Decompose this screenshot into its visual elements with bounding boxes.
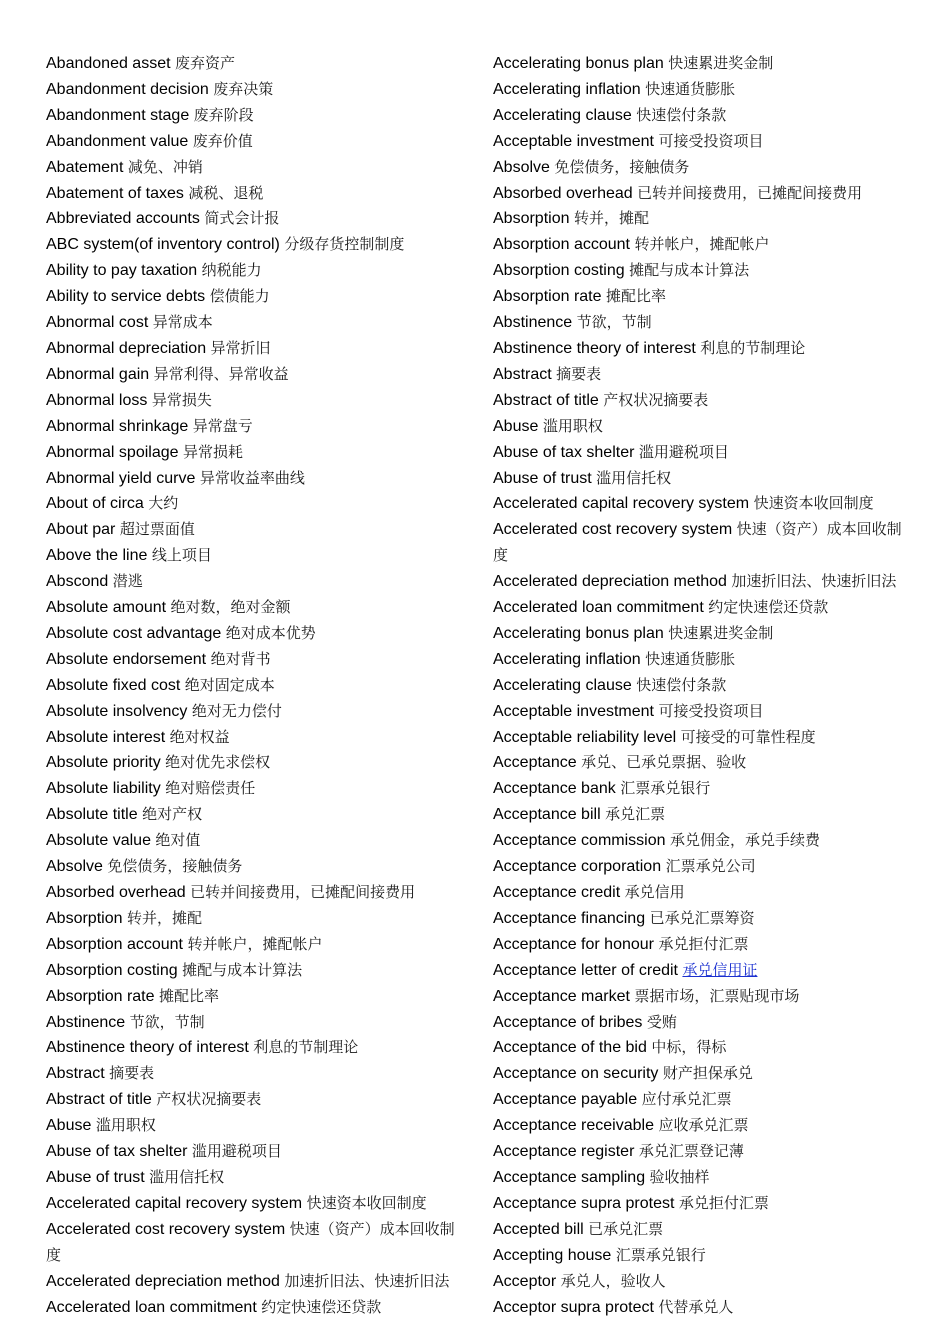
entry-term: Acceptance for honour (493, 935, 654, 953)
glossary-entry (46, 440, 458, 466)
glossary-entry (493, 388, 905, 414)
entry-term: Absolute endorsement (46, 650, 207, 668)
glossary-entry (493, 906, 905, 932)
entry-translation: 代替承兑人 (658, 1297, 734, 1316)
entry-term: Abstinence theory of interest (493, 339, 696, 357)
entry-term: Abnormal loss (46, 391, 148, 409)
entry-term: Above the line (46, 547, 148, 565)
glossary-entry (46, 103, 458, 129)
glossary-entry (46, 621, 458, 647)
entry-term: Absolute insolvency (46, 702, 188, 720)
entry-translation: 利息的节制理论 (253, 1038, 359, 1057)
glossary-entry (46, 595, 458, 621)
glossary-entry (46, 51, 458, 77)
entry-term: Acceptance sampling (493, 1168, 646, 1186)
entry-translation: 免偿债务，接触债务 (554, 157, 690, 176)
glossary-entry (46, 1087, 458, 1113)
glossary-entry (493, 414, 905, 440)
entry-term: Absorption account (46, 935, 183, 953)
entry-translation: 超过票面值 (119, 520, 195, 539)
entry-term: Accelerating clause (493, 676, 632, 694)
entry-translation: 减免、冲销 (127, 157, 203, 176)
entry-translation: 绝对成本优势 (225, 623, 316, 642)
entry-translation: 分级存货控制制度 (284, 235, 405, 254)
entry-translation: 应付承兑汇票 (641, 1090, 732, 1109)
glossary-entry (493, 129, 905, 155)
glossary-entry (493, 673, 905, 699)
glossary-entry (46, 802, 458, 828)
glossary-entry (493, 725, 905, 751)
entry-term: Abstinence theory of interest (46, 1039, 249, 1057)
entry-term: Acceptance (493, 754, 577, 772)
entry-term: Accelerating bonus plan (493, 624, 664, 642)
entry-translation: 快速通货膨胀 (645, 79, 736, 98)
glossary-entry (493, 958, 905, 984)
entry-translation: 摊配与成本计算法 (629, 261, 750, 280)
glossary-entry (493, 155, 905, 181)
entry-translation: 摊配比率 (605, 287, 666, 306)
entry-translation: 绝对值 (155, 831, 201, 850)
glossary-entry (46, 310, 458, 336)
entry-translation: 加速折旧法、快速折旧法 (284, 1271, 450, 1290)
right-column (493, 51, 905, 1320)
entry-term: Abnormal gain (46, 365, 150, 383)
glossary-entry (46, 932, 458, 958)
entry-translation: 汇票承兑公司 (665, 857, 756, 876)
entry-term: Abandonment decision (46, 80, 209, 98)
glossary-entry (46, 1113, 458, 1139)
entry-translation: 节欲，节制 (576, 313, 652, 332)
entry-term: Absolute cost advantage (46, 624, 222, 642)
glossary-entry (46, 232, 458, 258)
entry-term: Absorption (46, 909, 123, 927)
glossary-entry (493, 517, 905, 569)
entry-term: Acceptance letter of credit (493, 961, 678, 979)
entry-term: Abnormal depreciation (46, 339, 207, 357)
entry-term: Abstinence (46, 1013, 126, 1031)
entry-term: Accelerated loan commitment (46, 1298, 257, 1316)
entry-term: Acceptance credit (493, 884, 621, 901)
entry-term: Accelerated capital recovery system (493, 495, 750, 513)
entry-term: Abstract (493, 365, 552, 383)
glossary-entry (46, 880, 458, 906)
glossary-entry (46, 569, 458, 595)
entry-translation: 验收抽样 (649, 1167, 710, 1186)
glossary-entry (46, 258, 458, 284)
glossary-entry (493, 491, 905, 517)
glossary-entry (46, 854, 458, 880)
entry-term: Absorption (493, 210, 570, 228)
entry-term: About par (46, 521, 116, 539)
entry-translation: 异常盘亏 (192, 416, 253, 435)
glossary-entry (46, 517, 458, 543)
entry-term: Acceptable investment (493, 132, 654, 150)
entry-term: Abuse of tax shelter (46, 1143, 188, 1161)
entry-term: Absolute value (46, 832, 151, 850)
entry-term: Abandoned asset (46, 55, 171, 72)
entry-term: Acceptance commission (493, 832, 666, 850)
entry-term: Abnormal spoilage (46, 443, 179, 461)
glossary-entry (46, 673, 458, 699)
entry-term: Abnormal shrinkage (46, 417, 189, 435)
entry-term: Acceptance of bribes (493, 1013, 643, 1031)
glossary-entry (493, 103, 905, 129)
entry-translation: 转并帐户，摊配帐户 (634, 235, 770, 254)
entry-translation: 承兑汇票登记薄 (638, 1142, 744, 1161)
entry-term: Absorption costing (46, 961, 178, 979)
glossary-entry (46, 776, 458, 802)
glossary-entry (493, 51, 905, 77)
entry-translation: 节欲，节制 (129, 1012, 205, 1031)
entry-translation: 承兑人，验收人 (560, 1271, 666, 1290)
entry-translation: 滥用避税项目 (191, 1142, 282, 1161)
entry-term: About of circa (46, 495, 144, 513)
glossary-entry (493, 1217, 905, 1243)
glossary-entry (46, 77, 458, 103)
entry-term: Abuse (493, 417, 539, 435)
entry-translation: 快速（资产）成本回收制度 (46, 1219, 455, 1264)
entry-translation: 异常损失 (151, 390, 212, 409)
entry-translation: 异常折旧 (210, 338, 271, 357)
entry-translation: 绝对固定成本 (184, 675, 275, 694)
entry-term: Acceptance market (493, 987, 630, 1005)
glossary-entry (46, 155, 458, 181)
entry-term: Acceptance register (493, 1143, 635, 1161)
entry-term: Absolve (46, 858, 103, 876)
entry-translation: 利息的节制理论 (700, 338, 806, 357)
entry-translation: 异常损耗 (182, 442, 243, 461)
entry-term: Accepting house (493, 1246, 612, 1264)
glossary-entry (493, 828, 905, 854)
entry-translation: 偿债能力 (209, 287, 270, 306)
entry-term: Accelerated loan commitment (493, 599, 704, 617)
entry-translation: 加速折旧法、快速折旧法 (731, 572, 897, 591)
entry-term: Abscond (46, 573, 109, 591)
entry-translation: 已转并间接费用，已摊配间接费用 (190, 883, 416, 901)
entry-translation: 滥用避税项目 (638, 442, 729, 461)
entry-translation: 转并，摊配 (573, 209, 649, 228)
glossary-entry (46, 414, 458, 440)
entry-term: Accelerated cost recovery system (46, 1220, 286, 1238)
entry-term: Ability to pay taxation (46, 262, 198, 280)
entry-term: Acceptance bill (493, 806, 601, 824)
glossary-entry (493, 1010, 905, 1036)
glossary-entry (493, 750, 905, 776)
entry-term: Absolute priority (46, 754, 161, 772)
entry-translation: 票据市场，汇票贴现市场 (634, 986, 800, 1005)
glossary-entry (46, 725, 458, 751)
glossary-entry (46, 388, 458, 414)
entry-term: Abstract of title (493, 391, 599, 409)
entry-term: Abandonment stage (46, 106, 190, 124)
entry-translation: 承兑、已承兑票据、验收 (581, 753, 747, 772)
glossary-entry (46, 1010, 458, 1036)
glossary-entry (46, 284, 458, 310)
glossary-entry (46, 647, 458, 673)
entry-translation: 约定快速偿还贷款 (708, 598, 829, 617)
entry-term: Accepted bill (493, 1220, 584, 1238)
glossary-entry (46, 1191, 458, 1217)
entry-translation: 滥用职权 (542, 416, 603, 435)
glossary-entry (46, 1295, 458, 1321)
glossary-entry (46, 906, 458, 932)
entry-term: Absolute amount (46, 599, 167, 617)
entry-term: Absolve (493, 158, 550, 176)
entry-term: Abstract (46, 1065, 105, 1083)
glossary-entry (46, 466, 458, 492)
entry-term: Abstinence (493, 314, 573, 332)
entry-translation: 快速资本收回制度 (753, 494, 874, 513)
glossary-entry (493, 466, 905, 492)
entry-translation: 废弃资产 (175, 54, 236, 72)
entry-translation: 滥用信托权 (149, 1167, 225, 1186)
entry-term: Accelerated depreciation method (46, 1272, 280, 1290)
entry-term: Acceptance of the bid (493, 1039, 647, 1057)
glossary-entry (46, 181, 458, 207)
glossary-entry (46, 699, 458, 725)
entry-term: Absolute interest (46, 728, 166, 746)
glossary-entry (46, 1139, 458, 1165)
glossary-entry (46, 828, 458, 854)
glossary-entry (493, 1139, 905, 1165)
glossary-entry (46, 336, 458, 362)
entry-translation: 大约 (148, 494, 179, 513)
entry-translation: 废弃决策 (213, 79, 274, 98)
entry-translation: 异常收益率曲线 (199, 468, 305, 487)
entry-term: Absolute fixed cost (46, 676, 181, 694)
glossary-entry (493, 595, 905, 621)
entry-term: Absorption rate (46, 987, 155, 1005)
glossary-entry (46, 750, 458, 776)
entry-term: Absolute title (46, 806, 138, 824)
glossary-entry (493, 802, 905, 828)
entry-term: Abuse of trust (493, 469, 592, 487)
entry-term: Ability to service debts (46, 288, 206, 306)
entry-term: Abandonment value (46, 132, 189, 150)
glossary-entry (46, 1217, 458, 1269)
glossary-entry (493, 1087, 905, 1113)
glossary-entry (493, 1061, 905, 1087)
entry-translation: 可接受的可靠性程度 (680, 727, 816, 746)
entry-term: Abuse of trust (46, 1168, 145, 1186)
entry-translation: 汇票承兑银行 (620, 779, 711, 798)
glossary-entry (493, 206, 905, 232)
entry-term: Acceptance bank (493, 780, 616, 798)
glossary-entry (46, 1269, 458, 1295)
glossary-entry (493, 699, 905, 725)
entry-term: Acceptor supra protect (493, 1298, 654, 1316)
glossary-entry (493, 569, 905, 595)
entry-translation: 承兑汇票 (605, 805, 666, 824)
entry-term: Abatement (46, 158, 124, 176)
entry-translation: 中标，得标 (651, 1038, 727, 1057)
entry-translation: 快速通货膨胀 (645, 649, 736, 668)
entry-translation: 可接受投资项目 (658, 701, 764, 720)
entry-translation: 免偿债务，接触债务 (107, 857, 243, 876)
entry-term: Acceptor (493, 1272, 557, 1290)
entry-translation: 简式会计报 (204, 209, 280, 228)
entry-term: Abuse of tax shelter (493, 443, 635, 461)
entry-translation: 已转并间接费用，已摊配间接费用 (637, 183, 863, 202)
glossary-entry (493, 854, 905, 880)
glossary-entry (46, 129, 458, 155)
glossary-entry (46, 958, 458, 984)
glossary-entry (493, 284, 905, 310)
glossary-entry (493, 1035, 905, 1061)
entry-term: Acceptance supra protest (493, 1194, 675, 1212)
glossary-entry (493, 1269, 905, 1295)
entry-translation: 产权状况摘要表 (603, 390, 709, 409)
glossary-entry (46, 206, 458, 232)
glossary-entry (493, 1113, 905, 1139)
glossary-entry (46, 491, 458, 517)
glossary-entry (493, 181, 905, 207)
entry-term: Absorption account (493, 236, 630, 254)
entry-translation: 减税、退税 (188, 183, 264, 202)
entry-term: Abnormal cost (46, 314, 149, 332)
entry-translation: 滥用信托权 (596, 468, 672, 487)
entry-translation: 异常成本 (152, 313, 213, 332)
entry-term: Accelerating inflation (493, 650, 641, 668)
glossary-entry (493, 880, 905, 906)
entry-translation: 摘要表 (109, 1064, 155, 1083)
entry-translation: 绝对优先求偿权 (165, 753, 271, 772)
glossary-entry (46, 1035, 458, 1061)
glossary-entry (493, 336, 905, 362)
entry-term: Absorption rate (493, 288, 602, 306)
entry-term: Acceptance corporation (493, 858, 662, 876)
entry-term: Acceptance financing (493, 909, 646, 927)
glossary-entry (493, 258, 905, 284)
glossary-entry (46, 362, 458, 388)
entry-translation: 快速累进奖金制 (668, 54, 774, 72)
glossary-entry (493, 984, 905, 1010)
entry-translation: 纳税能力 (201, 261, 262, 280)
entry-translation: 产权状况摘要表 (156, 1090, 262, 1109)
entry-term: Accelerating bonus plan (493, 55, 664, 72)
entry-translation: 绝对背书 (210, 649, 271, 668)
entry-term: Absorbed overhead (46, 884, 186, 901)
entry-term: Abatement of taxes (46, 184, 184, 202)
glossary-entry (493, 232, 905, 258)
entry-term: Acceptable investment (493, 702, 654, 720)
entry-term: Absorption costing (493, 262, 625, 280)
glossary-entry (493, 776, 905, 802)
left-column (46, 51, 458, 1320)
entry-term: Abstract of title (46, 1091, 152, 1109)
glossary-entry (493, 77, 905, 103)
entry-term: Accelerating inflation (493, 80, 641, 98)
entry-translation: 摊配比率 (158, 986, 219, 1005)
entry-translation: 可接受投资项目 (658, 131, 764, 150)
entry-translation: 摘要表 (556, 364, 602, 383)
entry-translation: 滥用职权 (95, 1116, 156, 1135)
entry-translation: 承兑拒付汇票 (658, 934, 749, 953)
entry-term: Acceptance payable (493, 1091, 638, 1109)
glossary-entry (493, 621, 905, 647)
glossary-entry (493, 647, 905, 673)
entry-term: Abuse (46, 1117, 92, 1135)
glossary-entry (493, 932, 905, 958)
glossary-entry (46, 1061, 458, 1087)
glossary-entry (493, 1165, 905, 1191)
entry-translation: 废弃阶段 (193, 105, 254, 124)
entry-translation: 转并帐户，摊配帐户 (187, 934, 323, 953)
entry-translation: 应收承兑汇票 (658, 1116, 749, 1135)
entry-term: ABC system(of inventory control) (46, 236, 280, 254)
entry-translation: 承兑信用 (624, 883, 685, 901)
entry-translation: 潜逃 (112, 572, 143, 591)
glossary-entry (46, 1165, 458, 1191)
entry-translation: 约定快速偿还贷款 (261, 1297, 382, 1316)
entry-translation: 绝对产权 (142, 805, 203, 824)
entry-translation: 异常利得、异常收益 (153, 364, 289, 383)
entry-translation: 线上项目 (151, 546, 212, 565)
entry-translation: 转并，摊配 (126, 908, 202, 927)
glossary-entry (493, 1243, 905, 1269)
entry-translation: 摊配与成本计算法 (182, 960, 303, 979)
entry-translation: 绝对数，绝对金额 (170, 598, 291, 617)
entry-translation: 废弃价值 (192, 131, 253, 150)
entry-translation: 绝对赔偿责任 (165, 779, 256, 798)
entry-translation: 已承兑汇票筹资 (649, 908, 755, 927)
entry-translation: 已承兑汇票 (588, 1219, 664, 1238)
entry-translation: 快速资本收回制度 (306, 1193, 427, 1212)
entry-term: Accelerated depreciation method (493, 573, 727, 591)
entry-term: Accelerating clause (493, 106, 632, 124)
glossary-entry (493, 362, 905, 388)
glossary-entry (46, 984, 458, 1010)
entry-term: Abnormal yield curve (46, 469, 196, 487)
entry-translation-link[interactable]: 承兑信用证 (682, 960, 758, 979)
entry-translation: 汇票承兑银行 (615, 1245, 706, 1264)
entry-term: Acceptance on security (493, 1065, 659, 1083)
glossary-entry (493, 1295, 905, 1321)
entry-translation: 快速累进奖金制 (668, 623, 774, 642)
glossary-entry (493, 310, 905, 336)
entry-translation: 财产担保承兑 (662, 1064, 753, 1083)
entry-term: Accelerated cost recovery system (493, 521, 733, 539)
entry-term: Acceptable reliability level (493, 728, 677, 746)
entry-term: Absorbed overhead (493, 184, 633, 202)
entry-term: Accelerated capital recovery system (46, 1194, 303, 1212)
entry-term: Absolute liability (46, 780, 161, 798)
entry-translation: 快速偿付条款 (636, 105, 727, 124)
glossary-entry (493, 1191, 905, 1217)
entry-translation: 受贿 (646, 1012, 677, 1031)
entry-translation: 快速偿付条款 (636, 675, 727, 694)
entry-translation: 快速（资产）成本回收制度 (493, 520, 902, 565)
glossary-entry (46, 543, 458, 569)
entry-translation: 承兑拒付汇票 (678, 1193, 769, 1212)
entry-translation: 承兑佣金，承兑手续费 (669, 831, 820, 850)
entry-term: Abbreviated accounts (46, 210, 200, 228)
entry-term: Acceptance receivable (493, 1117, 654, 1135)
entry-translation: 绝对权益 (169, 727, 230, 746)
glossary-entry (493, 440, 905, 466)
entry-translation: 绝对无力偿付 (191, 701, 282, 720)
